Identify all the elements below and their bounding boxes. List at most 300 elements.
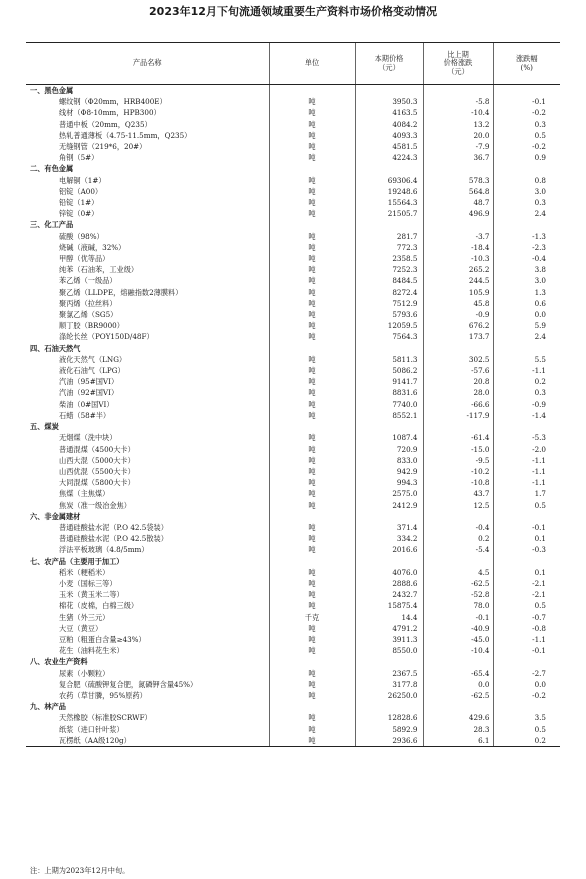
unit-cell: 吨	[269, 500, 355, 511]
product-name: 锌锭（0#）	[59, 209, 99, 219]
header-unit: 单位	[269, 43, 355, 85]
empty-cell	[423, 421, 493, 432]
current-price: 7564.3	[355, 331, 423, 342]
unit-cell: 吨	[269, 320, 355, 331]
product-name: 山西优混（5500大卡）	[59, 466, 135, 476]
change-percent: 0.0	[493, 309, 560, 320]
table-row	[26, 331, 560, 342]
unit-cell: 吨	[269, 712, 355, 723]
unit-cell: 吨	[269, 264, 355, 275]
price-change: -62.5	[423, 578, 493, 589]
category-name: 八、农业生产资料	[30, 657, 88, 667]
category-name: 三、化工产品	[30, 220, 74, 230]
unit-cell: 吨	[269, 175, 355, 186]
document-title: 2023年12月下旬流通领域重要生产资料市场价格变动情况	[149, 5, 437, 18]
table-row	[26, 387, 560, 398]
current-price: 371.4	[355, 522, 423, 533]
unit-cell: 吨	[269, 119, 355, 130]
table-row	[26, 309, 560, 320]
unit-cell: 吨	[269, 645, 355, 656]
table-row	[26, 354, 560, 365]
table-row	[26, 567, 560, 578]
table-row	[26, 96, 560, 107]
current-price: 14.4	[355, 612, 423, 623]
current-price: 8550.0	[355, 645, 423, 656]
current-price: 5811.3	[355, 354, 423, 365]
current-price: 12059.5	[355, 320, 423, 331]
price-change: 496.9	[423, 208, 493, 219]
table-row	[26, 130, 560, 141]
product-name: 焦煤（主焦煤）	[59, 489, 110, 499]
change-percent: -0.7	[493, 612, 560, 623]
category-name: 五、煤炭	[30, 422, 59, 432]
change-percent: -0.8	[493, 623, 560, 634]
empty-cell	[493, 421, 560, 432]
change-percent: -0.2	[493, 141, 560, 152]
current-price: 942.9	[355, 466, 423, 477]
change-percent: 3.8	[493, 264, 560, 275]
empty-cell	[355, 556, 423, 567]
price-change: 105.9	[423, 287, 493, 298]
product-name: 柴油（0#国VI）	[59, 399, 114, 409]
unit-cell: 吨	[269, 455, 355, 466]
price-change: 28.3	[423, 724, 493, 735]
table-row	[26, 735, 560, 747]
unit-cell: 吨	[269, 354, 355, 365]
current-price: 5086.2	[355, 365, 423, 376]
table-row	[26, 399, 560, 410]
product-name: 玉米（黄玉米二等）	[59, 590, 124, 600]
current-price: 720.9	[355, 444, 423, 455]
product-name: 无烟煤（洗中块）	[59, 433, 117, 443]
price-change: 45.8	[423, 298, 493, 309]
empty-cell	[423, 511, 493, 522]
unit-cell: 吨	[269, 466, 355, 477]
unit-cell: 吨	[269, 130, 355, 141]
table-row	[26, 623, 560, 634]
product-name: 瓦楞纸（AA级120g）	[26, 735, 269, 747]
category-row	[26, 219, 560, 230]
table-row	[26, 175, 560, 186]
empty-cell	[269, 343, 355, 354]
unit-cell: 吨	[269, 410, 355, 421]
price-change: 578.3	[423, 175, 493, 186]
table-row	[26, 298, 560, 309]
product-name: 山西大混（5000大卡）	[59, 455, 135, 465]
price-change: 0.0	[423, 679, 493, 690]
current-price: 12828.6	[355, 712, 423, 723]
empty-cell	[423, 701, 493, 712]
unit-cell: 吨	[269, 533, 355, 544]
change-percent: -0.1	[493, 96, 560, 107]
table-row	[26, 679, 560, 690]
price-change: 43.7	[423, 488, 493, 499]
price-change: 302.5	[423, 354, 493, 365]
change-percent: 2.4	[493, 208, 560, 219]
empty-cell	[493, 511, 560, 522]
price-change: 6.1	[423, 735, 493, 747]
table-row	[26, 365, 560, 376]
product-name: 浮法平板玻璃（4.8/5mm）	[59, 545, 149, 555]
current-price: 3177.8	[355, 679, 423, 690]
current-price: 833.0	[355, 455, 423, 466]
unit-cell: 吨	[269, 589, 355, 600]
product-name: 线材（Φ8-10mm，HPB300）	[59, 108, 161, 118]
unit-cell: 吨	[269, 544, 355, 555]
current-price: 4093.3	[355, 130, 423, 141]
unit-cell: 吨	[269, 724, 355, 735]
category-row	[26, 421, 560, 432]
product-name: 硫酸（98%）	[59, 231, 104, 241]
product-name: 焦炭（准一级冶金焦）	[59, 500, 131, 510]
unit-cell: 吨	[269, 623, 355, 634]
unit-cell: 吨	[269, 331, 355, 342]
current-price: 3911.3	[355, 634, 423, 645]
current-price: 2888.6	[355, 578, 423, 589]
price-change: -61.4	[423, 432, 493, 443]
change-percent: -0.1	[493, 645, 560, 656]
current-price: 7512.9	[355, 298, 423, 309]
current-price: 7252.3	[355, 264, 423, 275]
change-percent: -0.2	[493, 107, 560, 118]
current-price: 3950.3	[355, 96, 423, 107]
current-price: 2412.9	[355, 500, 423, 511]
empty-cell	[355, 163, 423, 174]
product-name: 普通中板（20mm，Q235）	[59, 119, 152, 129]
price-change: 36.7	[423, 152, 493, 163]
product-name: 花生（油料花生米）	[59, 646, 124, 656]
product-name: 石蜡（58#半）	[59, 410, 111, 420]
price-change: 429.6	[423, 712, 493, 723]
category-name: 二、有色金属	[30, 164, 74, 174]
change-percent: -1.1	[493, 455, 560, 466]
empty-cell	[355, 343, 423, 354]
empty-cell	[423, 656, 493, 667]
unit-cell: 吨	[269, 275, 355, 286]
table-row	[26, 186, 560, 197]
empty-cell	[493, 701, 560, 712]
category-row	[26, 701, 560, 712]
current-price: 2367.5	[355, 668, 423, 679]
price-change: -0.9	[423, 309, 493, 320]
product-name: 液化石油气（LPG）	[59, 366, 125, 376]
unit-cell: 吨	[269, 253, 355, 264]
empty-cell	[423, 219, 493, 230]
header-change-percent: 涨跌幅 (%)	[493, 43, 560, 85]
price-change: 28.0	[423, 387, 493, 398]
product-name: 顺丁胶（BR9000）	[59, 321, 124, 331]
category-name: 一、黑色金属	[30, 86, 74, 95]
price-change: -117.9	[423, 410, 493, 421]
current-price: 8831.6	[355, 387, 423, 398]
product-name: 液化天然气（LNG）	[59, 354, 127, 364]
empty-cell	[493, 85, 560, 97]
change-percent: -2.1	[493, 578, 560, 589]
change-percent: 5.9	[493, 320, 560, 331]
empty-cell	[493, 163, 560, 174]
table-row	[26, 275, 560, 286]
change-percent: -2.7	[493, 668, 560, 679]
empty-cell	[423, 85, 493, 97]
category-row	[26, 85, 560, 97]
unit-cell: 吨	[269, 488, 355, 499]
unit-cell: 吨	[269, 152, 355, 163]
current-price: 8484.5	[355, 275, 423, 286]
price-change: -15.0	[423, 444, 493, 455]
price-change: 78.0	[423, 600, 493, 611]
price-change: 676.2	[423, 320, 493, 331]
change-percent: -1.1	[493, 477, 560, 488]
table-row	[26, 287, 560, 298]
current-price: 2575.0	[355, 488, 423, 499]
table-row	[26, 242, 560, 253]
empty-cell	[423, 343, 493, 354]
price-change: -45.0	[423, 634, 493, 645]
table-row	[26, 589, 560, 600]
empty-cell	[269, 701, 355, 712]
current-price: 4224.3	[355, 152, 423, 163]
change-percent: 0.5	[493, 130, 560, 141]
header-current-price: 本期价格 （元）	[355, 43, 423, 85]
current-price: 26250.0	[355, 690, 423, 701]
change-percent: 3.5	[493, 712, 560, 723]
change-percent: 0.3	[493, 197, 560, 208]
change-percent: -5.3	[493, 432, 560, 443]
change-percent: 0.5	[493, 600, 560, 611]
empty-cell	[355, 85, 423, 97]
unit-cell: 吨	[269, 242, 355, 253]
table-row	[26, 253, 560, 264]
unit-cell: 吨	[269, 298, 355, 309]
product-name: 小麦（国标三等）	[59, 578, 117, 588]
empty-cell	[355, 511, 423, 522]
empty-cell	[355, 421, 423, 432]
header-price-change: 比上期 价格涨跌 （元）	[423, 43, 493, 85]
price-change: -0.4	[423, 522, 493, 533]
current-price: 281.7	[355, 231, 423, 242]
current-price: 2936.6	[355, 735, 423, 747]
price-change: -10.4	[423, 645, 493, 656]
product-name: 无缝钢管（219*6，20#）	[59, 142, 147, 152]
price-change: -52.8	[423, 589, 493, 600]
change-percent: 3.0	[493, 186, 560, 197]
change-percent: 0.1	[493, 567, 560, 578]
table-row	[26, 500, 560, 511]
table-row	[26, 152, 560, 163]
price-change: 173.7	[423, 331, 493, 342]
price-change: -5.8	[423, 96, 493, 107]
price-change: 4.5	[423, 567, 493, 578]
price-change: -10.4	[423, 107, 493, 118]
table-row	[26, 690, 560, 701]
current-price: 772.3	[355, 242, 423, 253]
unit-cell: 吨	[269, 690, 355, 701]
change-percent: 0.3	[493, 119, 560, 130]
empty-cell	[493, 219, 560, 230]
price-table	[26, 42, 560, 747]
change-percent: 5.5	[493, 354, 560, 365]
unit-cell: 吨	[269, 387, 355, 398]
unit-cell: 吨	[269, 287, 355, 298]
footnote: 注：上期为2023年12月中旬。	[30, 866, 130, 875]
table-row	[26, 634, 560, 645]
unit-cell: 吨	[269, 567, 355, 578]
table-row	[26, 208, 560, 219]
price-change: -7.9	[423, 141, 493, 152]
unit-cell: 吨	[269, 376, 355, 387]
table-row	[26, 668, 560, 679]
product-name: 角钢（5#）	[59, 153, 99, 163]
unit-cell: 吨	[269, 522, 355, 533]
current-price: 7740.0	[355, 399, 423, 410]
table-row	[26, 119, 560, 130]
price-change: -18.4	[423, 242, 493, 253]
table-row	[26, 533, 560, 544]
change-percent: 1.7	[493, 488, 560, 499]
price-change: -66.6	[423, 399, 493, 410]
unit-cell: 吨	[269, 186, 355, 197]
current-price: 4791.2	[355, 623, 423, 634]
table-row	[26, 432, 560, 443]
unit-cell: 吨	[269, 197, 355, 208]
product-name: 烧碱（液碱，32%）	[59, 242, 126, 252]
current-price: 2016.6	[355, 544, 423, 555]
unit-cell: 吨	[269, 96, 355, 107]
product-name: 电解铜（1#）	[59, 175, 106, 185]
table-row	[26, 645, 560, 656]
change-percent: -1.1	[493, 466, 560, 477]
price-change: -10.3	[423, 253, 493, 264]
unit-cell: 吨	[269, 208, 355, 219]
price-change: -40.9	[423, 623, 493, 634]
empty-cell	[269, 556, 355, 567]
price-change: -0.1	[423, 612, 493, 623]
price-change: -65.4	[423, 668, 493, 679]
unit-cell: 吨	[269, 578, 355, 589]
header-product-name: 产品名称	[26, 43, 269, 85]
price-change: -3.7	[423, 231, 493, 242]
empty-cell	[423, 556, 493, 567]
unit-cell: 吨	[269, 365, 355, 376]
product-name: 聚氯乙烯（SG5）	[59, 310, 118, 320]
empty-cell	[269, 421, 355, 432]
current-price: 8272.4	[355, 287, 423, 298]
price-change: 244.5	[423, 275, 493, 286]
change-percent: 0.9	[493, 152, 560, 163]
empty-cell	[269, 656, 355, 667]
change-percent: -0.2	[493, 690, 560, 701]
table-row	[26, 410, 560, 421]
product-name: 天然橡胶（标准胶SCRWF）	[59, 713, 152, 723]
table-row	[26, 264, 560, 275]
change-percent: 0.2	[493, 735, 560, 747]
table-row	[26, 488, 560, 499]
current-price: 994.3	[355, 477, 423, 488]
change-percent: 3.0	[493, 275, 560, 286]
change-percent: -0.1	[493, 522, 560, 533]
product-name: 农药（草甘膦，95%原药）	[59, 690, 147, 700]
unit-cell: 吨	[269, 231, 355, 242]
current-price: 5793.6	[355, 309, 423, 320]
change-percent: -1.1	[493, 634, 560, 645]
empty-cell	[269, 219, 355, 230]
product-name: 汽油（92#国VI）	[59, 388, 119, 398]
product-name: 稻米（粳稻米）	[59, 567, 110, 577]
unit-cell: 吨	[269, 107, 355, 118]
current-price: 1087.4	[355, 432, 423, 443]
table-row	[26, 231, 560, 242]
current-price: 4084.2	[355, 119, 423, 130]
product-name: 铝锭（A00）	[59, 186, 103, 196]
product-name: 尿素（小颗粒）	[59, 668, 110, 678]
product-name: 聚丙烯（拉丝料）	[59, 298, 117, 308]
table-header-row	[26, 43, 560, 85]
product-name: 纯苯（石油苯，工业级）	[59, 265, 139, 275]
price-change: 564.8	[423, 186, 493, 197]
change-percent: -0.9	[493, 399, 560, 410]
empty-cell	[355, 219, 423, 230]
change-percent: 0.2	[493, 376, 560, 387]
change-percent: 0.8	[493, 175, 560, 186]
table-body	[26, 85, 560, 747]
current-price: 15564.3	[355, 197, 423, 208]
unit-cell: 吨	[269, 634, 355, 645]
change-percent: 1.3	[493, 287, 560, 298]
empty-cell	[493, 556, 560, 567]
change-percent: -0.3	[493, 544, 560, 555]
table-row	[26, 544, 560, 555]
product-name: 生猪（外三元）	[59, 612, 110, 622]
price-change: 13.2	[423, 119, 493, 130]
product-name: 涤纶长丝（POY150D/48F）	[59, 332, 154, 342]
change-percent: 0.6	[493, 298, 560, 309]
current-price: 334.2	[355, 533, 423, 544]
empty-cell	[269, 85, 355, 97]
product-name: 铅锭（1#）	[59, 198, 99, 208]
unit-cell: 吨	[269, 668, 355, 679]
category-name: 九、林产品	[30, 702, 66, 712]
table-row	[26, 712, 560, 723]
product-name: 热轧普通薄板（4.75-11.5mm，Q235）	[59, 130, 192, 140]
product-name: 普通硅酸盐水泥（P.O 42.5散装）	[59, 534, 168, 544]
change-percent: -2.1	[493, 589, 560, 600]
product-name: 棉花（皮棉，白棉三级）	[59, 601, 139, 611]
product-name: 普通硅酸盐水泥（P.O 42.5袋装）	[59, 522, 168, 532]
current-price: 69306.4	[355, 175, 423, 186]
price-change: 0.2	[423, 533, 493, 544]
change-percent: -2.3	[493, 242, 560, 253]
unit-cell: 吨	[269, 600, 355, 611]
empty-cell	[355, 701, 423, 712]
change-percent: -1.4	[493, 410, 560, 421]
unit-cell: 吨	[269, 735, 355, 747]
price-change: -10.8	[423, 477, 493, 488]
unit-cell: 吨	[269, 141, 355, 152]
category-name: 六、非金属建材	[30, 511, 81, 521]
table-row	[26, 197, 560, 208]
empty-cell	[269, 511, 355, 522]
current-price: 15875.4	[355, 600, 423, 611]
price-change: 20.0	[423, 130, 493, 141]
change-percent: 0.5	[493, 724, 560, 735]
table-row	[26, 578, 560, 589]
unit-cell: 吨	[269, 477, 355, 488]
product-name: 复合肥（硫酸钾复合肥，氮磷钾含量45%）	[59, 679, 198, 689]
table-row	[26, 320, 560, 331]
category-row	[26, 163, 560, 174]
table-row	[26, 455, 560, 466]
change-percent: 0.1	[493, 533, 560, 544]
